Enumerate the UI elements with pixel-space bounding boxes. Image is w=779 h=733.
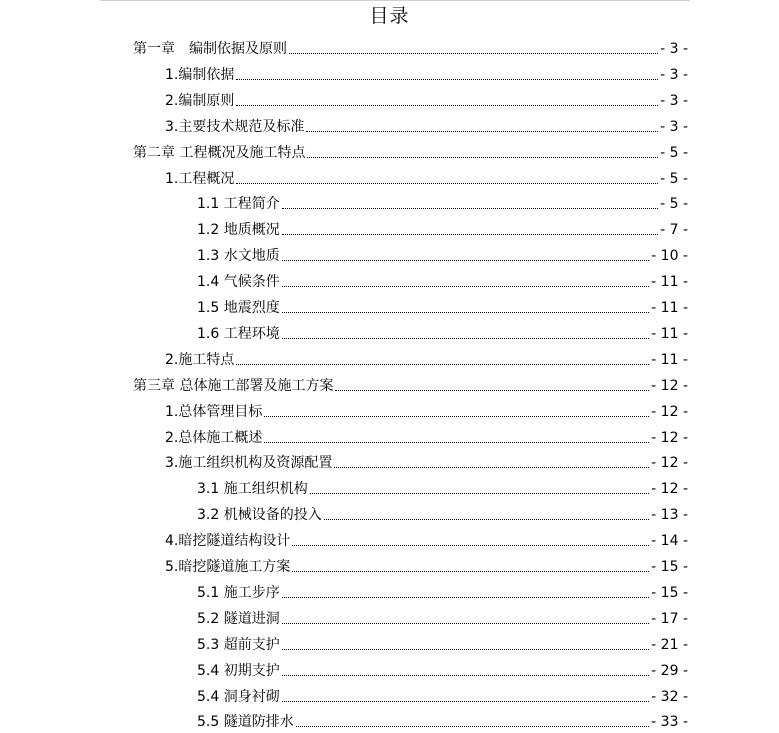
page-top-rule [100,0,690,1]
toc-entry-page-number: - 10 - [651,248,688,265]
toc-entry[interactable] [197,680,688,706]
toc-entry[interactable] [165,162,688,188]
dot-leader [236,364,649,365]
toc-entry-title: 2.编制原则 [165,92,235,109]
toc-entry[interactable] [165,110,688,136]
toc-entry[interactable] [165,343,688,369]
toc-entry-title: 1.6 工程环境 [197,325,280,342]
dot-leader [282,312,649,313]
toc-entry-page-number: - 12 - [651,429,688,446]
dot-leader [282,597,649,598]
toc-entry-page-number: - 5 - [660,144,688,161]
toc-entry-title: 3.主要技术规范及标准 [165,118,305,135]
toc-entry[interactable] [197,498,688,524]
toc-entry[interactable] [165,421,688,447]
dot-leader [335,390,649,391]
toc-entry-page-number: - 11 - [651,351,688,368]
dot-leader [282,286,649,287]
toc-entry-title: 3.2 机械设备的投入 [197,507,322,524]
toc-entry-page-number: - 13 - [651,507,688,524]
toc-entry-title: 第一章 编制依据及原则 [133,41,287,57]
dot-leader [264,416,649,417]
toc-entry[interactable] [165,524,688,550]
toc-entry[interactable] [197,213,688,239]
dot-leader [306,131,658,132]
toc-entry[interactable] [197,705,688,731]
dot-leader [282,234,658,235]
toc-entry-page-number: - 33 - [651,714,688,731]
toc-entry[interactable] [133,369,688,395]
toc-entry[interactable] [133,136,688,162]
toc-entry-title: 1.3 水文地质 [197,248,280,265]
toc-entry-title: 1.4 气候条件 [197,274,280,291]
dot-leader [236,105,658,106]
toc-entry[interactable] [197,472,688,498]
toc-entry-title: 3.1 施工组织机构 [197,481,308,498]
toc-entry-page-number: - 32 - [651,688,688,705]
dot-leader [282,623,649,624]
dot-leader [307,157,658,158]
dot-leader [282,675,649,676]
toc-entry-title: 第二章 工程概况及施工特点 [133,144,306,161]
toc-entry-page-number: - 12 - [651,455,688,472]
dot-leader [282,701,649,702]
dot-leader [236,183,658,184]
toc-entry-page-number: - 3 - [660,92,688,109]
toc-entry-title: 5.1 施工步序 [197,584,280,601]
toc-entry[interactable] [165,395,688,421]
toc-entry-page-number: - 7 - [660,222,688,239]
dot-leader [292,545,649,546]
toc-entry-title: 2.总体施工概述 [165,429,263,446]
toc-entry-title: 5.5 隧道防排水 [197,714,294,731]
toc-entry[interactable] [197,654,688,680]
toc-entry-page-number: - 5 - [660,170,688,187]
toc-entry-title: 3.施工组织机构及资源配置 [165,455,333,472]
toc-entry[interactable] [165,84,688,110]
toc-entry-page-number: - 11 - [651,325,688,342]
toc-entry-page-number: - 12 - [651,403,688,420]
toc-entry[interactable] [197,265,688,291]
dot-leader [292,571,649,572]
toc-entry[interactable] [165,446,688,472]
toc-entry-title: 5.4 初期支护 [197,662,280,679]
toc-entry-title: 5.3 超前支护 [197,636,280,653]
toc-entry-title: 1.总体管理目标 [165,403,263,420]
toc-entry-page-number: - 3 - [660,66,688,83]
dot-leader [334,467,649,468]
toc-entry[interactable] [197,602,688,628]
toc-entry[interactable] [165,58,688,84]
toc-entry-title: 1.2 地质概况 [197,222,280,239]
toc-entry-page-number: - 12 - [651,377,688,394]
toc-entry-title: 4.暗挖隧道结构设计 [165,533,291,550]
toc-entry-title: 1.编制依据 [165,66,235,83]
toc-title: 目录 [369,5,410,27]
toc-entry-title: 1.工程概况 [165,170,235,187]
toc-entry-page-number: - 3 - [660,118,688,135]
toc-entry-title: 5.2 隧道进洞 [197,610,280,627]
dot-leader [310,493,649,494]
toc-entry-page-number: - 21 - [651,636,688,653]
toc-entry[interactable] [197,576,688,602]
toc-entry-title: 1.5 地震烈度 [197,300,280,316]
toc-entry[interactable] [197,239,688,265]
toc-entry-page-number: - 12 - [651,481,688,498]
toc-entry-page-number: - 15 - [651,559,688,575]
toc-entry[interactable] [197,628,688,654]
toc-entry[interactable] [133,32,688,58]
dot-leader [282,649,649,650]
toc-entry[interactable] [197,291,688,317]
dot-leader [264,442,649,443]
toc-entry[interactable] [197,187,688,213]
toc-entry-title: 1.1 工程简介 [197,196,280,213]
toc-entry-page-number: - 11 - [651,300,688,316]
toc-entry-title: 5.4 洞身衬砌 [197,688,280,705]
toc-entry-title: 5.暗挖隧道施工方案 [165,559,291,575]
toc-entry-title: 2.施工特点 [165,351,235,368]
toc-entry-page-number: - 3 - [660,41,688,57]
dot-leader [236,79,658,80]
dot-leader [282,338,649,339]
toc-entry-page-number: - 29 - [651,662,688,679]
dot-leader [282,260,649,261]
toc-entry[interactable] [165,550,688,576]
toc-entry-page-number: - 14 - [651,533,688,550]
toc-entry-page-number: - 15 - [651,584,688,601]
dot-leader [282,208,658,209]
toc-entry[interactable] [197,317,688,343]
dot-leader [324,519,649,520]
dot-leader [289,53,658,54]
dot-leader [296,726,649,727]
toc-entry-page-number: - 11 - [651,274,688,291]
toc-entry-page-number: - 5 - [660,196,688,213]
toc-entry-title: 第三章 总体施工部署及施工方案 [133,377,334,394]
toc-entry-page-number: - 17 - [651,610,688,627]
